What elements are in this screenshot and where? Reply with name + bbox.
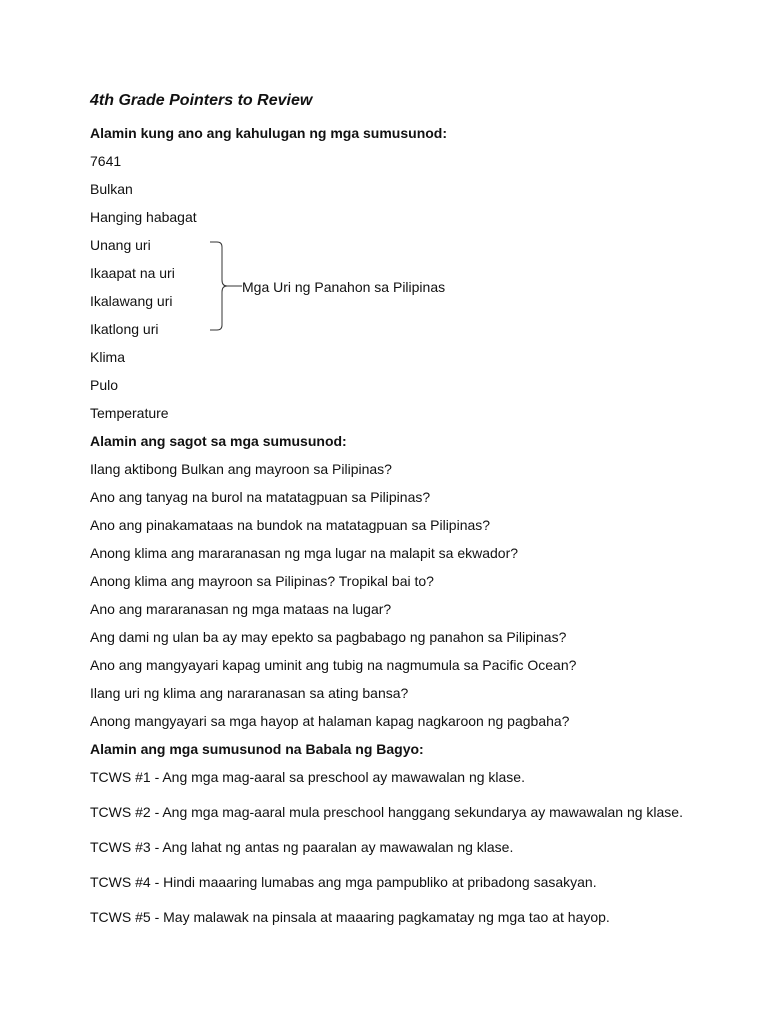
section3-heading: Alamin ang mga sumusunod na Babala ng Bagyo: xyxy=(90,741,424,757)
signal-item: TCWS #2 - Ang mga mag-aaral mula preschool hanggang sekundarya ay mawawalan ng klase. xyxy=(90,804,683,820)
term-item: Hanging habagat xyxy=(90,209,197,225)
signal-item: TCWS #3 - Ang lahat ng antas ng paaralan ay mawawalan ng klase. xyxy=(90,839,514,855)
section2-heading: Alamin ang sagot sa mga sumusunod: xyxy=(90,433,347,449)
term-item: Unang uri xyxy=(90,237,151,253)
question-item: Ano ang mararanasan ng mga mataas na lugar? xyxy=(90,601,392,617)
curly-brace-icon xyxy=(206,236,246,336)
term-item: Pulo xyxy=(90,377,119,393)
term-item: Ikatlong uri xyxy=(90,321,159,337)
question-item: Ano ang mangyayari kapag uminit ang tubig na nagmumula sa Pacific Ocean? xyxy=(90,657,577,673)
bracket-label: Mga Uri ng Panahon sa Pilipinas xyxy=(242,279,446,295)
term-item: Bulkan xyxy=(90,181,133,197)
question-item: Ang dami ng ulan ba ay may epekto sa pagbabago ng panahon sa Pilipinas? xyxy=(90,629,567,645)
term-item: Ikalawang uri xyxy=(90,293,173,309)
question-item: Ilang uri ng klima ang nararanasan sa ating bansa? xyxy=(90,685,409,701)
question-item: Anong klima ang mararanasan ng mga lugar na malapit sa ekwador? xyxy=(90,545,519,561)
signal-item: TCWS #1 - Ang mga mag-aaral sa preschool ay mawawalan ng klase. xyxy=(90,769,525,785)
document-title: 4th Grade Pointers to Review xyxy=(90,92,313,109)
question-item: Ano ang pinakamataas na bundok na matatagpuan sa Pilipinas? xyxy=(90,517,491,533)
question-item: Ilang aktibong Bulkan ang mayroon sa Pilipinas? xyxy=(90,461,392,477)
term-item: 7641 xyxy=(90,153,122,169)
question-item: Anong mangyayari sa mga hayop at halaman kapag nagkaroon ng pagbaha? xyxy=(90,713,570,729)
term-item: Ikaapat na uri xyxy=(90,265,175,281)
section1-heading: Alamin kung ano ang kahulugan ng mga sumusunod: xyxy=(90,125,448,141)
term-item: Temperature xyxy=(90,405,169,421)
signal-item: TCWS #4 - Hindi maaaring lumabas ang mga pampubliko at pribadong sasakyan. xyxy=(90,874,597,890)
question-item: Anong klima ang mayroon sa Pilipinas? Tropikal bai to? xyxy=(90,573,434,589)
signal-item: TCWS #5 - May malawak na pinsala at maaaring pagkamatay ng mga tao at hayop. xyxy=(90,909,610,925)
question-item: Ano ang tanyag na burol na matatagpuan sa Pilipinas? xyxy=(90,489,431,505)
term-item: Klima xyxy=(90,349,126,365)
